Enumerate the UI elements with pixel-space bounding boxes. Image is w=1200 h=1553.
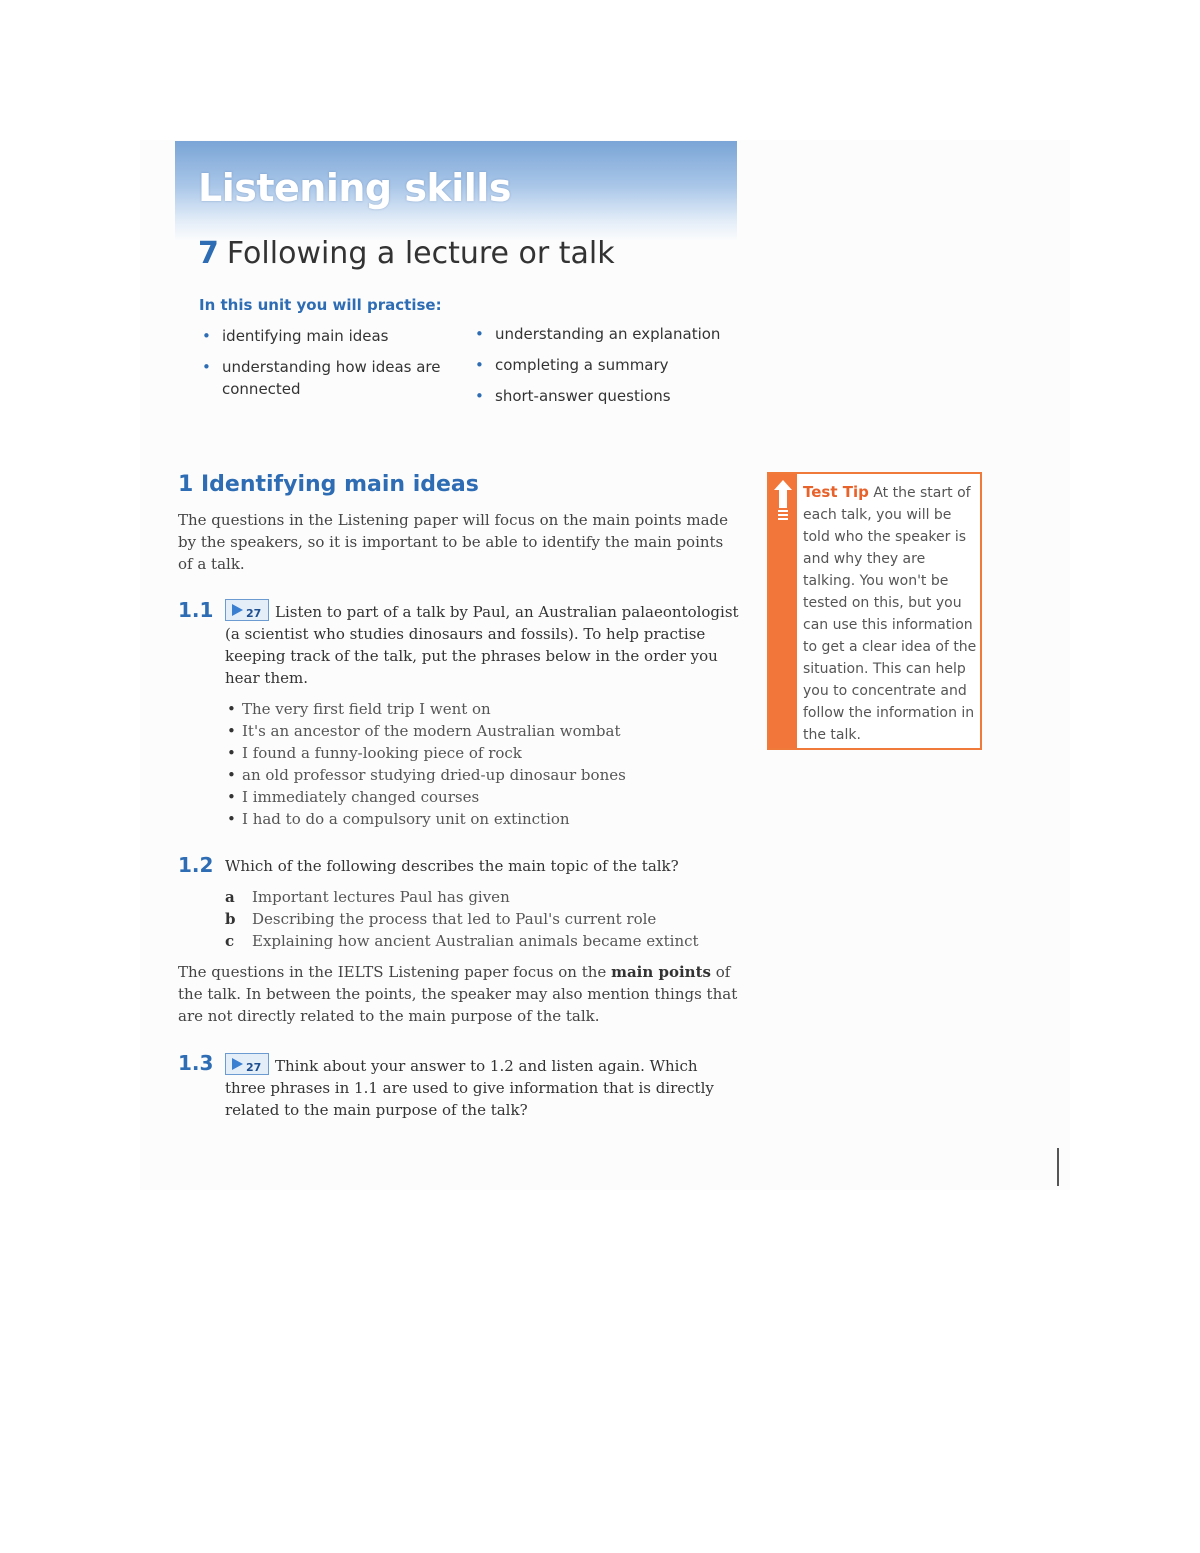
option-list — [225, 886, 699, 952]
list-item: • It's an ancestor of the modern Australian wombat — [225, 720, 626, 742]
question-1-2: Which of the following describes the main topic of the talk? — [225, 857, 679, 875]
question-text: Think about your answer to 1.2 and listen again. Which three phrases in 1.1 are used to give information that is directly related to the main purpose of the talk? — [225, 1057, 714, 1119]
practise-list-right — [473, 323, 743, 416]
play-icon — [232, 604, 243, 616]
option-letter: c — [225, 932, 235, 950]
list-item: • I had to do a compulsory unit on extinction — [225, 808, 626, 830]
track-number: 27 — [246, 1061, 262, 1074]
option-text: Important lectures Paul has given — [252, 888, 510, 906]
option-a — [225, 886, 699, 908]
practise-item: • completing a summary — [473, 354, 743, 376]
option-c — [225, 930, 699, 952]
unit-title-text: Following a lecture or talk — [226, 236, 615, 271]
unit-title — [198, 236, 615, 271]
play-icon — [232, 1058, 243, 1070]
option-letter: a — [225, 888, 235, 906]
practise-item: • understanding an explanation — [473, 323, 743, 345]
main-points-text-1: The questions in the IELTS Listening paper focus on the — [178, 963, 612, 981]
list-item: • The very first field trip I went on — [225, 698, 626, 720]
banner-title: Listening skills — [198, 166, 511, 210]
option-text: Describing the process that led to Paul's current role — [252, 910, 657, 928]
track-number: 27 — [246, 607, 262, 620]
main-points-text-2: of the talk. In between the points, the speaker may also mention things that are not directly related to the main purpose of the talk. — [178, 963, 738, 1025]
page-edge-mark — [1057, 1148, 1059, 1186]
tip-sidebar — [769, 474, 797, 748]
practise-item: • identifying main ideas — [200, 325, 465, 347]
practise-item: • understanding how ideas are connected — [200, 356, 465, 400]
question-number: 1.3 — [178, 1051, 214, 1075]
question-1-1 — [225, 599, 740, 689]
tip-lines-icon — [778, 510, 788, 522]
option-b — [225, 908, 699, 930]
audio-track-button[interactable] — [225, 1053, 269, 1075]
section-heading: 1 Identifying main ideas — [178, 472, 479, 497]
unit-number: 7 — [198, 236, 219, 271]
main-points-paragraph — [178, 961, 738, 1027]
practise-heading: In this unit you will practise: — [199, 296, 442, 314]
list-item: • an old professor studying dried-up dinosaur bones — [225, 764, 626, 786]
tip-body: At the start of each talk, you will be told who the speaker is and why they are talking. You won't be tested on this, but you can use this information to get a clear idea of the situation. This can help you to concentrate and follow the information in the talk. — [803, 485, 977, 743]
section-intro: The questions in the Listening paper will focus on the main points made by the speakers, so it is important to be able to identify the main points of a talk. — [178, 511, 729, 573]
option-letter: b — [225, 910, 236, 928]
practise-list-left — [200, 325, 465, 409]
main-points-bold: main points — [611, 963, 711, 981]
tip-label: Test Tip — [803, 483, 869, 501]
list-item: • I found a funny-looking piece of rock — [225, 742, 626, 764]
question-number: 1.1 — [178, 598, 214, 622]
option-text: Explaining how ancient Australian animals became extinct — [252, 932, 699, 950]
arrow-stem — [779, 490, 787, 508]
question-text: Listen to part of a talk by Paul, an Australian palaeontologist (a scientist who studies dinosaurs and fossils). To help practise keeping track of the talk, put the phrases below in the order you hear them. — [225, 603, 739, 687]
test-tip-box — [767, 472, 982, 750]
question-number: 1.2 — [178, 853, 214, 877]
question-1-3 — [225, 1053, 740, 1121]
audio-track-button[interactable] — [225, 599, 269, 621]
practise-item: • short-answer questions — [473, 385, 743, 407]
list-item: • I immediately changed courses — [225, 786, 626, 808]
tip-text — [803, 481, 978, 746]
phrase-list — [225, 698, 626, 830]
arrow-up-icon — [774, 480, 792, 490]
